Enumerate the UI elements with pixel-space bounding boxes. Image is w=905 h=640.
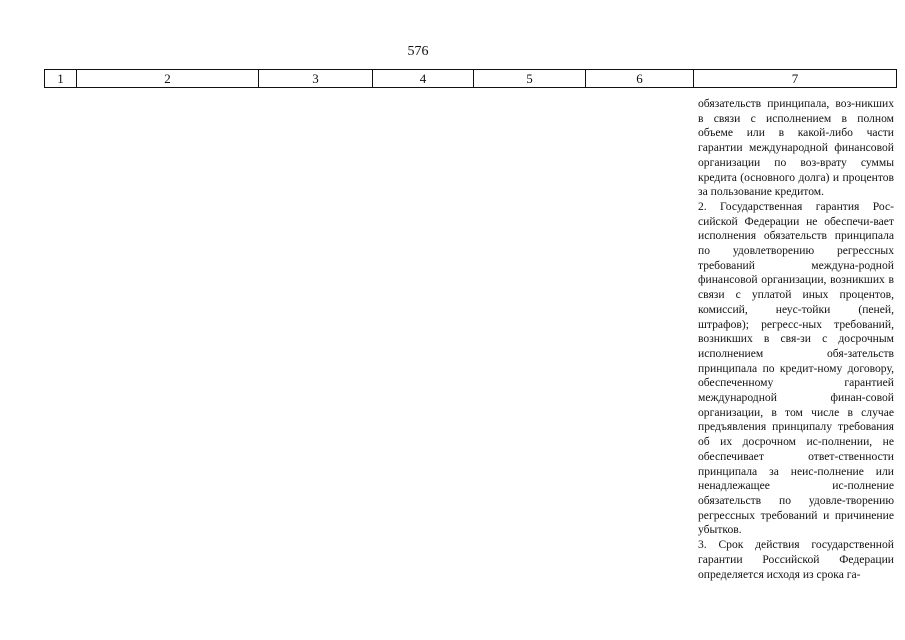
column-header-1: 1 [45, 70, 77, 88]
column-header-2: 2 [77, 70, 259, 88]
column-header-7: 7 [694, 70, 897, 88]
table-header [44, 69, 897, 88]
column-header-4: 4 [373, 70, 474, 88]
column-7-text [698, 97, 894, 582]
header-row [45, 70, 897, 88]
page-number: 576 [407, 44, 429, 59]
paragraph: 2. Государственная гарантия Рос-сийской Федерации не обеспечи-вает исполнения обязательств принципала по удовлетворению регрессных требований междуна-родной финансовой организации, возникших в связи с уплатой иных процентов, комиссий, неус-тойки (пеней, штрафов); регресс-ных требований, возникших в свя-зи с досрочным исполнением обя-зательств принципала по кредит-ному договору, обеспеченному гарантией международной финан-совой организации, в том числе в случае предъявления принципалу требования об их досрочном ис-полнении, не обеспечивает ответ-ственности принципала за неис-полнение или ненадлежащее ис-полнение обязательств по удовле-творению регрессных требований и причинение убытков. [698, 199, 894, 537]
paragraph: 3. Срок действия государственной гарантии Российской Федерации определяется исходя из срока га- [698, 538, 894, 581]
paragraph: обязательств принципала, воз-никших в связи с исполнением в полном объеме или в какой-либо части гарантии международной финансовой организации по воз-врату суммы кредита (основного долга) и процентов за пользование кредитом. [698, 97, 894, 199]
column-header-3: 3 [259, 70, 373, 88]
column-header-5: 5 [474, 70, 586, 88]
column-header-6: 6 [586, 70, 694, 88]
